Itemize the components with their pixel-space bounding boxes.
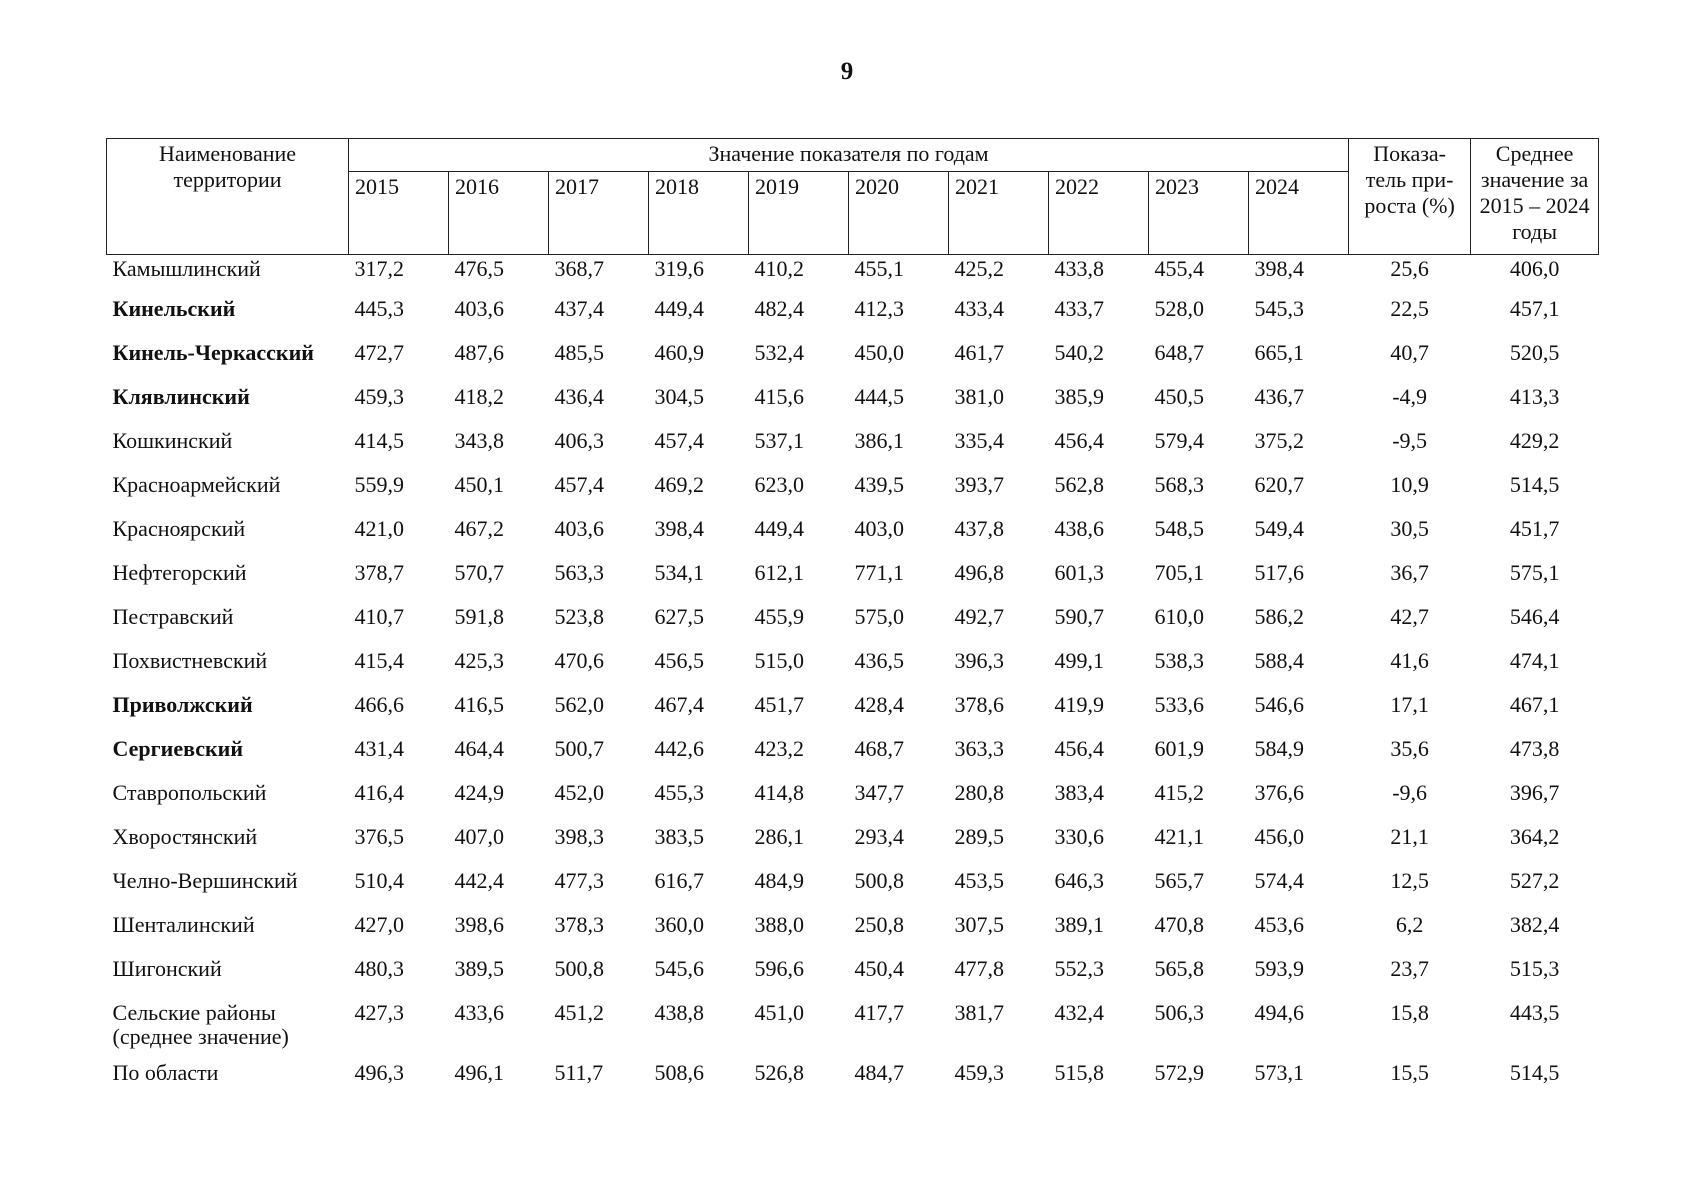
year-value-cell: 568,3: [1154, 472, 1204, 497]
growth-rate-cell: 40,7: [1390, 340, 1429, 365]
average-value-cell: 364,2: [1509, 824, 1560, 849]
growth-rate-cell: 35,6: [1390, 736, 1429, 761]
year-value-cell: 588,4: [1254, 648, 1304, 673]
year-value-cell: 537,1: [754, 428, 804, 453]
average-value-cell: 406,0: [1509, 256, 1560, 281]
growth-rate-cell: -4,9: [1392, 384, 1428, 409]
year-value-cell: 500,7: [554, 736, 604, 761]
table-row: [107, 689, 1599, 733]
year-value-cell: 534,1: [654, 560, 704, 585]
year-value-cell: 403,6: [554, 516, 604, 541]
year-value-cell: 383,5: [654, 824, 704, 849]
table-row: [107, 557, 1599, 601]
year-value-cell: 574,4: [1254, 868, 1304, 893]
year-value-cell: 456,4: [1054, 428, 1104, 453]
year-value-cell: 506,3: [1154, 1000, 1204, 1025]
year-value-cell: 304,5: [654, 384, 704, 409]
year-value-cell: 570,7: [454, 560, 504, 585]
year-value-cell: 414,5: [354, 428, 404, 453]
table-row: [107, 601, 1599, 645]
year-value-cell: 540,2: [1054, 340, 1104, 365]
year-value-cell: 378,6: [954, 692, 1004, 717]
growth-rate-cell: 42,7: [1390, 604, 1429, 629]
year-value-cell: 451,2: [554, 1000, 604, 1025]
year-value-cell: 414,8: [754, 780, 804, 805]
year-value-cell: 444,5: [854, 384, 904, 409]
year-value-cell: 538,3: [1154, 648, 1204, 673]
header-year: 2023: [1149, 172, 1249, 255]
year-value-cell: 450,5: [1154, 384, 1204, 409]
year-value-cell: 562,8: [1054, 472, 1104, 497]
year-value-cell: 494,6: [1254, 1000, 1304, 1025]
year-value-cell: 307,5: [954, 912, 1004, 937]
year-value-cell: 616,7: [654, 868, 704, 893]
territory-name-cell: Сельские районы (среднее значение): [112, 1000, 289, 1049]
year-value-cell: 436,7: [1254, 384, 1304, 409]
year-value-cell: 398,4: [654, 516, 704, 541]
year-value-cell: 407,0: [454, 824, 504, 849]
year-value-cell: 591,8: [454, 604, 504, 629]
growth-rate-cell: 25,6: [1390, 256, 1429, 281]
table-row: [107, 255, 1599, 294]
average-value-cell: 457,1: [1509, 296, 1560, 321]
year-value-cell: 427,3: [354, 1000, 404, 1025]
year-value-cell: 648,7: [1154, 340, 1204, 365]
territory-name-cell: По области: [112, 1060, 219, 1085]
header-values-by-year: Значение показателя по годам: [349, 139, 1349, 172]
year-value-cell: 437,8: [954, 516, 1004, 541]
year-value-cell: 575,0: [854, 604, 904, 629]
year-value-cell: 511,7: [554, 1060, 604, 1085]
year-value-cell: 383,4: [1054, 780, 1104, 805]
average-value-cell: 520,5: [1509, 340, 1560, 365]
year-value-cell: 442,4: [454, 868, 504, 893]
year-value-cell: 381,0: [954, 384, 1004, 409]
table-row: [107, 293, 1599, 337]
table-row: [107, 469, 1599, 513]
year-value-cell: 363,3: [954, 736, 1004, 761]
average-value-cell: 467,1: [1509, 692, 1560, 717]
year-value-cell: 627,5: [654, 604, 704, 629]
year-value-cell: 546,6: [1254, 692, 1304, 717]
year-value-cell: 515,8: [1054, 1060, 1104, 1085]
year-value-cell: 436,5: [854, 648, 904, 673]
indicator-table: [106, 138, 1599, 1101]
year-value-cell: 438,6: [1054, 516, 1104, 541]
table-row: [107, 777, 1599, 821]
average-value-cell: 396,7: [1509, 780, 1560, 805]
year-value-cell: 415,2: [1154, 780, 1204, 805]
year-value-cell: 378,3: [554, 912, 604, 937]
year-value-cell: 410,2: [754, 256, 804, 281]
growth-rate-cell: 12,5: [1390, 868, 1429, 893]
growth-rate-cell: 15,8: [1390, 1000, 1429, 1025]
year-value-cell: 601,9: [1154, 736, 1204, 761]
territory-name-cell: Похвистневский: [112, 648, 268, 673]
growth-rate-cell: 22,5: [1390, 296, 1429, 321]
year-value-cell: 403,6: [454, 296, 504, 321]
territory-name-cell: Камышлинский: [112, 256, 261, 281]
year-value-cell: 771,1: [854, 560, 904, 585]
year-value-cell: 523,8: [554, 604, 604, 629]
header-territory-name: Наименование территории: [107, 139, 349, 255]
year-value-cell: 612,1: [754, 560, 804, 585]
growth-rate-cell: -9,6: [1392, 780, 1428, 805]
year-value-cell: 388,0: [754, 912, 804, 937]
year-value-cell: 376,6: [1254, 780, 1304, 805]
header-year: 2019: [749, 172, 849, 255]
table-body: [107, 255, 1599, 1102]
year-value-cell: 469,2: [654, 472, 704, 497]
year-value-cell: 289,5: [954, 824, 1004, 849]
year-value-cell: 410,7: [354, 604, 404, 629]
year-value-cell: 549,4: [1254, 516, 1304, 541]
year-value-cell: 415,4: [354, 648, 404, 673]
growth-rate-cell: -9,5: [1392, 428, 1428, 453]
year-value-cell: 586,2: [1254, 604, 1304, 629]
year-value-cell: 453,6: [1254, 912, 1304, 937]
year-value-cell: 437,4: [554, 296, 604, 321]
year-value-cell: 347,7: [854, 780, 904, 805]
header-year: 2020: [849, 172, 949, 255]
territory-name-cell: Пестравский: [112, 604, 234, 629]
year-value-cell: 439,5: [854, 472, 904, 497]
year-value-cell: 545,3: [1254, 296, 1304, 321]
year-value-cell: 423,2: [754, 736, 804, 761]
year-value-cell: 467,2: [454, 516, 504, 541]
year-value-cell: 442,6: [654, 736, 704, 761]
year-value-cell: 456,4: [1054, 736, 1104, 761]
year-value-cell: 563,3: [554, 560, 604, 585]
year-value-cell: 421,0: [354, 516, 404, 541]
year-value-cell: 386,1: [854, 428, 904, 453]
year-value-cell: 476,5: [454, 256, 504, 281]
territory-name-cell: Красноармейский: [112, 472, 281, 497]
year-value-cell: 467,4: [654, 692, 704, 717]
year-value-cell: 319,6: [654, 256, 704, 281]
year-value-cell: 450,1: [454, 472, 504, 497]
year-value-cell: 450,4: [854, 956, 904, 981]
territory-name-cell: Кошкинский: [112, 428, 233, 453]
table-row: [107, 865, 1599, 909]
year-value-cell: 421,1: [1154, 824, 1204, 849]
year-value-cell: 317,2: [354, 256, 404, 281]
year-value-cell: 398,4: [1254, 256, 1304, 281]
year-value-cell: 470,8: [1154, 912, 1204, 937]
year-value-cell: 455,3: [654, 780, 704, 805]
year-value-cell: 610,0: [1154, 604, 1204, 629]
year-value-cell: 485,5: [554, 340, 604, 365]
growth-rate-cell: 10,9: [1390, 472, 1429, 497]
header-growth-rate: Показа-тель при-роста (%): [1349, 139, 1471, 255]
year-value-cell: 464,4: [454, 736, 504, 761]
year-value-cell: 415,6: [754, 384, 804, 409]
year-value-cell: 620,7: [1254, 472, 1304, 497]
year-value-cell: 453,5: [954, 868, 1004, 893]
year-value-cell: 375,2: [1254, 428, 1304, 453]
year-value-cell: 433,7: [1054, 296, 1104, 321]
average-value-cell: 473,8: [1509, 736, 1560, 761]
average-value-cell: 514,5: [1509, 1060, 1560, 1085]
year-value-cell: 548,5: [1154, 516, 1204, 541]
year-value-cell: 572,9: [1154, 1060, 1204, 1085]
year-value-cell: 472,7: [354, 340, 404, 365]
year-value-cell: 499,1: [1054, 648, 1104, 673]
growth-rate-cell: 36,7: [1390, 560, 1429, 585]
year-value-cell: 451,0: [754, 1000, 804, 1025]
growth-rate-cell: 30,5: [1390, 516, 1429, 541]
year-value-cell: 450,0: [854, 340, 904, 365]
year-value-cell: 496,1: [454, 1060, 504, 1085]
year-value-cell: 526,8: [754, 1060, 804, 1085]
territory-name-cell: Хворостянский: [112, 824, 258, 849]
year-value-cell: 286,1: [754, 824, 804, 849]
year-value-cell: 403,0: [854, 516, 904, 541]
table-row: [107, 381, 1599, 425]
year-value-cell: 477,3: [554, 868, 604, 893]
growth-rate-cell: 17,1: [1390, 692, 1429, 717]
year-value-cell: 500,8: [554, 956, 604, 981]
year-value-cell: 393,7: [954, 472, 1004, 497]
year-value-cell: 445,3: [354, 296, 404, 321]
growth-rate-cell: 21,1: [1390, 824, 1429, 849]
year-value-cell: 461,7: [954, 340, 1004, 365]
header-year: 2021: [949, 172, 1049, 255]
year-value-cell: 412,3: [854, 296, 904, 321]
year-value-cell: 381,7: [954, 1000, 1004, 1025]
average-value-cell: 429,2: [1509, 428, 1560, 453]
year-value-cell: 623,0: [754, 472, 804, 497]
year-value-cell: 457,4: [654, 428, 704, 453]
year-value-cell: 455,1: [854, 256, 904, 281]
growth-rate-cell: 23,7: [1390, 956, 1429, 981]
year-value-cell: 482,4: [754, 296, 804, 321]
year-value-cell: 428,4: [854, 692, 904, 717]
average-value-cell: 451,7: [1509, 516, 1560, 541]
year-value-cell: 515,0: [754, 648, 804, 673]
header-year: 2018: [649, 172, 749, 255]
year-value-cell: 468,7: [854, 736, 904, 761]
table-row: [107, 997, 1599, 1057]
average-value-cell: 546,4: [1509, 604, 1560, 629]
year-value-cell: 427,0: [354, 912, 404, 937]
year-value-cell: 396,3: [954, 648, 1004, 673]
year-value-cell: 438,8: [654, 1000, 704, 1025]
year-value-cell: 418,2: [454, 384, 504, 409]
territory-name-cell: Кинельский: [112, 296, 236, 321]
year-value-cell: 455,4: [1154, 256, 1204, 281]
header-year: 2022: [1049, 172, 1149, 255]
year-value-cell: 378,7: [354, 560, 404, 585]
year-value-cell: 496,8: [954, 560, 1004, 585]
year-value-cell: 459,3: [354, 384, 404, 409]
year-value-cell: 705,1: [1154, 560, 1204, 585]
year-value-cell: 565,7: [1154, 868, 1204, 893]
average-value-cell: 474,1: [1509, 648, 1560, 673]
year-value-cell: 451,7: [754, 692, 804, 717]
year-value-cell: 459,3: [954, 1060, 1004, 1085]
territory-name-cell: Ставропольский: [112, 780, 267, 805]
year-value-cell: 573,1: [1254, 1060, 1304, 1085]
year-value-cell: 433,4: [954, 296, 1004, 321]
year-value-cell: 593,9: [1254, 956, 1304, 981]
average-value-cell: 515,3: [1509, 956, 1560, 981]
average-value-cell: 527,2: [1509, 868, 1560, 893]
year-value-cell: 416,5: [454, 692, 504, 717]
year-value-cell: 425,3: [454, 648, 504, 673]
territory-name-cell: Челно-Вершинский: [112, 868, 298, 893]
header-year: 2015: [349, 172, 449, 255]
year-value-cell: 565,8: [1154, 956, 1204, 981]
table-header: [107, 139, 1599, 255]
year-value-cell: 425,2: [954, 256, 1004, 281]
header-year: 2024: [1249, 172, 1349, 255]
table-row: [107, 821, 1599, 865]
territory-name-cell: Нефтегорский: [112, 560, 247, 585]
year-value-cell: 424,9: [454, 780, 504, 805]
year-value-cell: 484,9: [754, 868, 804, 893]
year-value-cell: 487,6: [454, 340, 504, 365]
year-value-cell: 510,4: [354, 868, 404, 893]
year-value-cell: 449,4: [754, 516, 804, 541]
year-value-cell: 385,9: [1054, 384, 1104, 409]
year-value-cell: 452,0: [554, 780, 604, 805]
table-row: [107, 645, 1599, 689]
territory-name-cell: Сергиевский: [112, 736, 244, 761]
year-value-cell: 457,4: [554, 472, 604, 497]
year-value-cell: 431,4: [354, 736, 404, 761]
header-average-value: Среднее значение за 2015 – 2024 годы: [1471, 139, 1599, 255]
average-value-cell: 514,5: [1509, 472, 1560, 497]
year-value-cell: 360,0: [654, 912, 704, 937]
average-value-cell: 443,5: [1509, 1000, 1560, 1025]
year-value-cell: 477,8: [954, 956, 1004, 981]
year-value-cell: 419,9: [1054, 692, 1104, 717]
year-value-cell: 601,3: [1054, 560, 1104, 585]
year-value-cell: 398,3: [554, 824, 604, 849]
year-value-cell: 590,7: [1054, 604, 1104, 629]
average-value-cell: 413,3: [1509, 384, 1560, 409]
table-row: [107, 733, 1599, 777]
year-value-cell: 584,9: [1254, 736, 1304, 761]
territory-name-cell: Клявлинский: [112, 384, 250, 409]
year-value-cell: 596,6: [754, 956, 804, 981]
year-value-cell: 280,8: [954, 780, 1004, 805]
year-value-cell: 433,6: [454, 1000, 504, 1025]
year-value-cell: 330,6: [1054, 824, 1104, 849]
territory-name-cell: Красноярский: [112, 516, 246, 541]
year-value-cell: 455,9: [754, 604, 804, 629]
year-value-cell: 579,4: [1154, 428, 1204, 453]
year-value-cell: 532,4: [754, 340, 804, 365]
header-year: 2017: [549, 172, 649, 255]
year-value-cell: 406,3: [554, 428, 604, 453]
year-value-cell: 528,0: [1154, 296, 1204, 321]
year-value-cell: 470,6: [554, 648, 604, 673]
table-row: [107, 909, 1599, 953]
growth-rate-cell: 6,2: [1395, 912, 1424, 937]
year-value-cell: 250,8: [854, 912, 904, 937]
year-value-cell: 335,4: [954, 428, 1004, 453]
year-value-cell: 456,5: [654, 648, 704, 673]
year-value-cell: 449,4: [654, 296, 704, 321]
table-row: [107, 1057, 1599, 1101]
average-value-cell: 575,1: [1509, 560, 1560, 585]
territory-name-cell: Шенталинский: [112, 912, 255, 937]
growth-rate-cell: 15,5: [1390, 1060, 1429, 1085]
year-value-cell: 665,1: [1254, 340, 1304, 365]
year-value-cell: 433,8: [1054, 256, 1104, 281]
table-row: [107, 425, 1599, 469]
year-value-cell: 646,3: [1054, 868, 1104, 893]
year-value-cell: 552,3: [1054, 956, 1104, 981]
territory-name-cell: Приволжский: [112, 692, 253, 717]
year-value-cell: 368,7: [554, 256, 604, 281]
table-row: [107, 337, 1599, 381]
year-value-cell: 496,3: [354, 1060, 404, 1085]
table-row: [107, 513, 1599, 557]
year-value-cell: 559,9: [354, 472, 404, 497]
page-number: 9: [840, 58, 854, 85]
year-value-cell: 480,3: [354, 956, 404, 981]
year-value-cell: 456,0: [1254, 824, 1304, 849]
year-value-cell: 389,1: [1054, 912, 1104, 937]
year-value-cell: 466,6: [354, 692, 404, 717]
year-value-cell: 500,8: [854, 868, 904, 893]
year-value-cell: 533,6: [1154, 692, 1204, 717]
year-value-cell: 492,7: [954, 604, 1004, 629]
year-value-cell: 376,5: [354, 824, 404, 849]
year-value-cell: 432,4: [1054, 1000, 1104, 1025]
table-row: [107, 953, 1599, 997]
territory-name-cell: Шигонский: [112, 956, 222, 981]
growth-rate-cell: 41,6: [1390, 648, 1429, 673]
year-value-cell: 416,4: [354, 780, 404, 805]
year-value-cell: 484,7: [854, 1060, 904, 1085]
year-value-cell: 517,6: [1254, 560, 1304, 585]
territory-name-cell: Кинель-Черкасский: [112, 340, 314, 365]
year-value-cell: 545,6: [654, 956, 704, 981]
year-value-cell: 460,9: [654, 340, 704, 365]
average-value-cell: 382,4: [1509, 912, 1560, 937]
year-value-cell: 436,4: [554, 384, 604, 409]
year-value-cell: 389,5: [454, 956, 504, 981]
year-value-cell: 508,6: [654, 1060, 704, 1085]
year-value-cell: 417,7: [854, 1000, 904, 1025]
year-value-cell: 398,6: [454, 912, 504, 937]
year-value-cell: 293,4: [854, 824, 904, 849]
header-year: 2016: [449, 172, 549, 255]
year-value-cell: 343,8: [454, 428, 504, 453]
year-value-cell: 562,0: [554, 692, 604, 717]
